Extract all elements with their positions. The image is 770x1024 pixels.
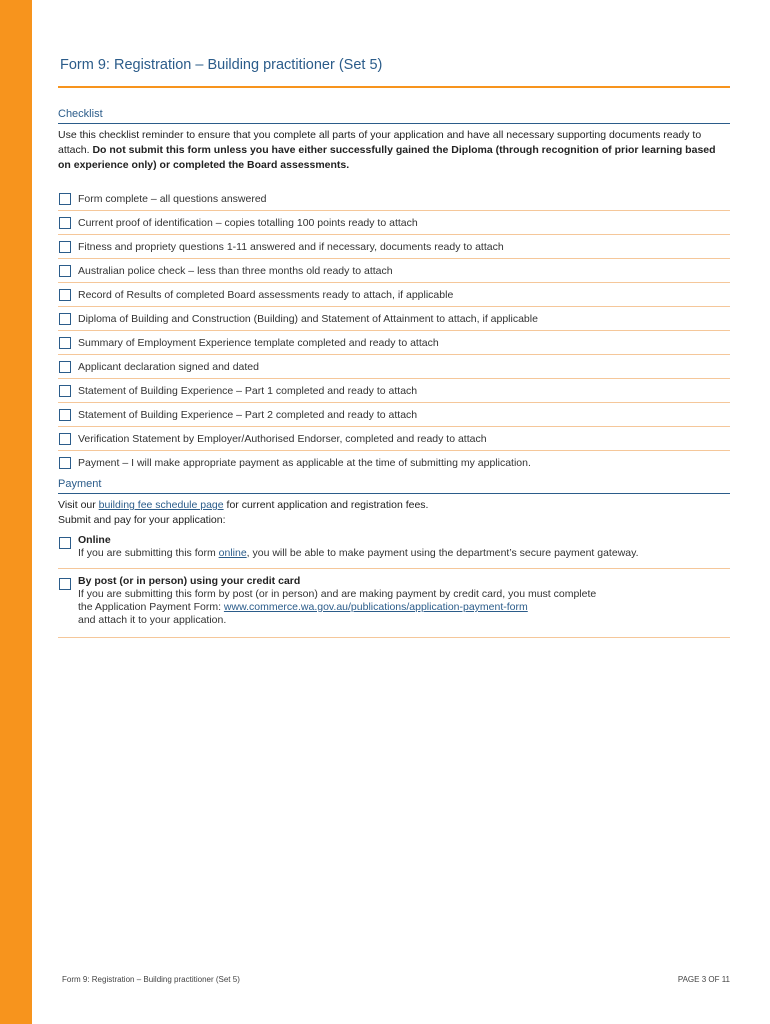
checkbox[interactable]	[59, 361, 71, 373]
checklist-items	[58, 187, 730, 475]
checklist-heading: Checklist	[58, 108, 103, 120]
checklist-item[interactable]	[58, 307, 730, 331]
post-text-line3: and attach it to your application.	[78, 614, 227, 626]
checklist-item-label: Form complete – all questions answered	[78, 192, 267, 205]
checklist-item[interactable]	[58, 427, 730, 451]
post-text-line1: If you are submitting this form by post (or in person) and are making payment by credit card, you must complete	[78, 588, 597, 600]
footer-page-number: PAGE 3 OF 11	[677, 975, 730, 984]
online-text-start: If you are submitting this form	[78, 547, 219, 559]
checklist-item[interactable]	[58, 187, 730, 211]
checklist-item-label: Summary of Employment Experience template completed and ready to attach	[78, 336, 439, 349]
checklist-item[interactable]	[58, 403, 730, 427]
checkbox[interactable]	[59, 409, 71, 421]
online-text-end: , you will be able to make payment using the department’s secure payment gateway.	[246, 547, 639, 559]
payment-intro	[58, 498, 730, 528]
title-divider	[58, 86, 730, 88]
payment-option-online[interactable]	[58, 528, 730, 569]
checkbox[interactable]	[59, 433, 71, 445]
checkbox[interactable]	[59, 289, 71, 301]
fee-schedule-link[interactable]: building fee schedule page	[98, 499, 224, 511]
checkbox[interactable]	[59, 537, 71, 549]
checklist-item-label: Diploma of Building and Construction (Building) and Statement of Attainment to attach, if applicable	[78, 312, 538, 325]
checklist-item[interactable]	[58, 283, 730, 307]
checkbox[interactable]	[59, 265, 71, 277]
checklist-intro-warning: Do not submit this form unless you have either successfully gained the Diploma (through recognition of prior learning based on experience only) or completed the Board assessments.	[58, 144, 716, 171]
payment-option-post[interactable]	[58, 569, 730, 638]
payment-submit-line: Submit and pay for your application:	[58, 514, 226, 526]
checklist-item[interactable]	[58, 235, 730, 259]
checkbox[interactable]	[59, 193, 71, 205]
checklist-item[interactable]	[58, 259, 730, 283]
checklist-item[interactable]	[58, 379, 730, 403]
payment-fees-line	[58, 498, 730, 513]
checkbox[interactable]	[59, 578, 71, 590]
checklist-item[interactable]	[58, 355, 730, 379]
checkbox[interactable]	[59, 337, 71, 349]
side-stripe	[0, 0, 32, 1024]
footer-form-title: Form 9: Registration – Building practitioner (Set 5)	[62, 975, 240, 984]
checklist-intro-text: Use this checklist reminder to ensure that you complete all parts of your application and have all necessary supporting documents ready to attach.	[58, 129, 702, 156]
checkbox[interactable]	[59, 385, 71, 397]
page-title: Form 9: Registration – Building practitioner (Set 5)	[60, 57, 383, 73]
checklist-item[interactable]	[58, 451, 730, 475]
payment-fees-text: Visit our	[58, 499, 99, 511]
payment-option-title: By post (or in person) using your credit card	[78, 575, 301, 587]
payment-heading: Payment	[58, 478, 102, 490]
checklist-item-label: Statement of Building Experience – Part 1 completed and ready to attach	[78, 384, 418, 397]
checklist-item-label: Verification Statement by Employer/Authorised Endorser, completed and ready to attach	[78, 432, 487, 445]
payment-form-link[interactable]: www.commerce.wa.gov.au/publications/application-payment-form	[223, 601, 528, 613]
checklist-item-label: Fitness and propriety questions 1-11 answered and if necessary, documents ready to attach	[78, 240, 504, 253]
checklist-item-label: Statement of Building Experience – Part 2 completed and ready to attach	[78, 408, 418, 421]
payment-option-body	[78, 534, 639, 560]
payment-fees-text-end: for current application and registration fees.	[223, 499, 429, 511]
checkbox[interactable]	[59, 457, 71, 469]
checkbox[interactable]	[59, 217, 71, 229]
checkbox[interactable]	[59, 313, 71, 325]
payment-option-text	[78, 547, 639, 560]
checklist-intro	[58, 128, 730, 173]
checklist-item-label: Record of Results of completed Board assessments ready to attach, if applicable	[78, 288, 454, 301]
post-text-start: the Application Payment Form:	[78, 601, 224, 613]
post-text-line2	[78, 601, 596, 614]
online-link[interactable]: online	[218, 547, 247, 559]
checklist-item-label: Current proof of identification – copies totalling 100 points ready to attach	[78, 216, 418, 229]
payment-option-body	[78, 575, 596, 627]
checklist-item-label: Australian police check – less than three months old ready to attach	[78, 264, 393, 277]
payment-option-title: Online	[78, 534, 111, 546]
checklist-item[interactable]	[58, 211, 730, 235]
checklist-item[interactable]	[58, 331, 730, 355]
payment-divider	[58, 493, 730, 494]
checklist-item-label: Payment – I will make appropriate payment as applicable at the time of submitting my application.	[78, 457, 531, 469]
checklist-section	[58, 108, 730, 475]
checklist-item-label: Applicant declaration signed and dated	[78, 360, 259, 373]
checklist-divider	[58, 123, 730, 124]
checkbox[interactable]	[59, 241, 71, 253]
payment-section	[58, 478, 730, 638]
